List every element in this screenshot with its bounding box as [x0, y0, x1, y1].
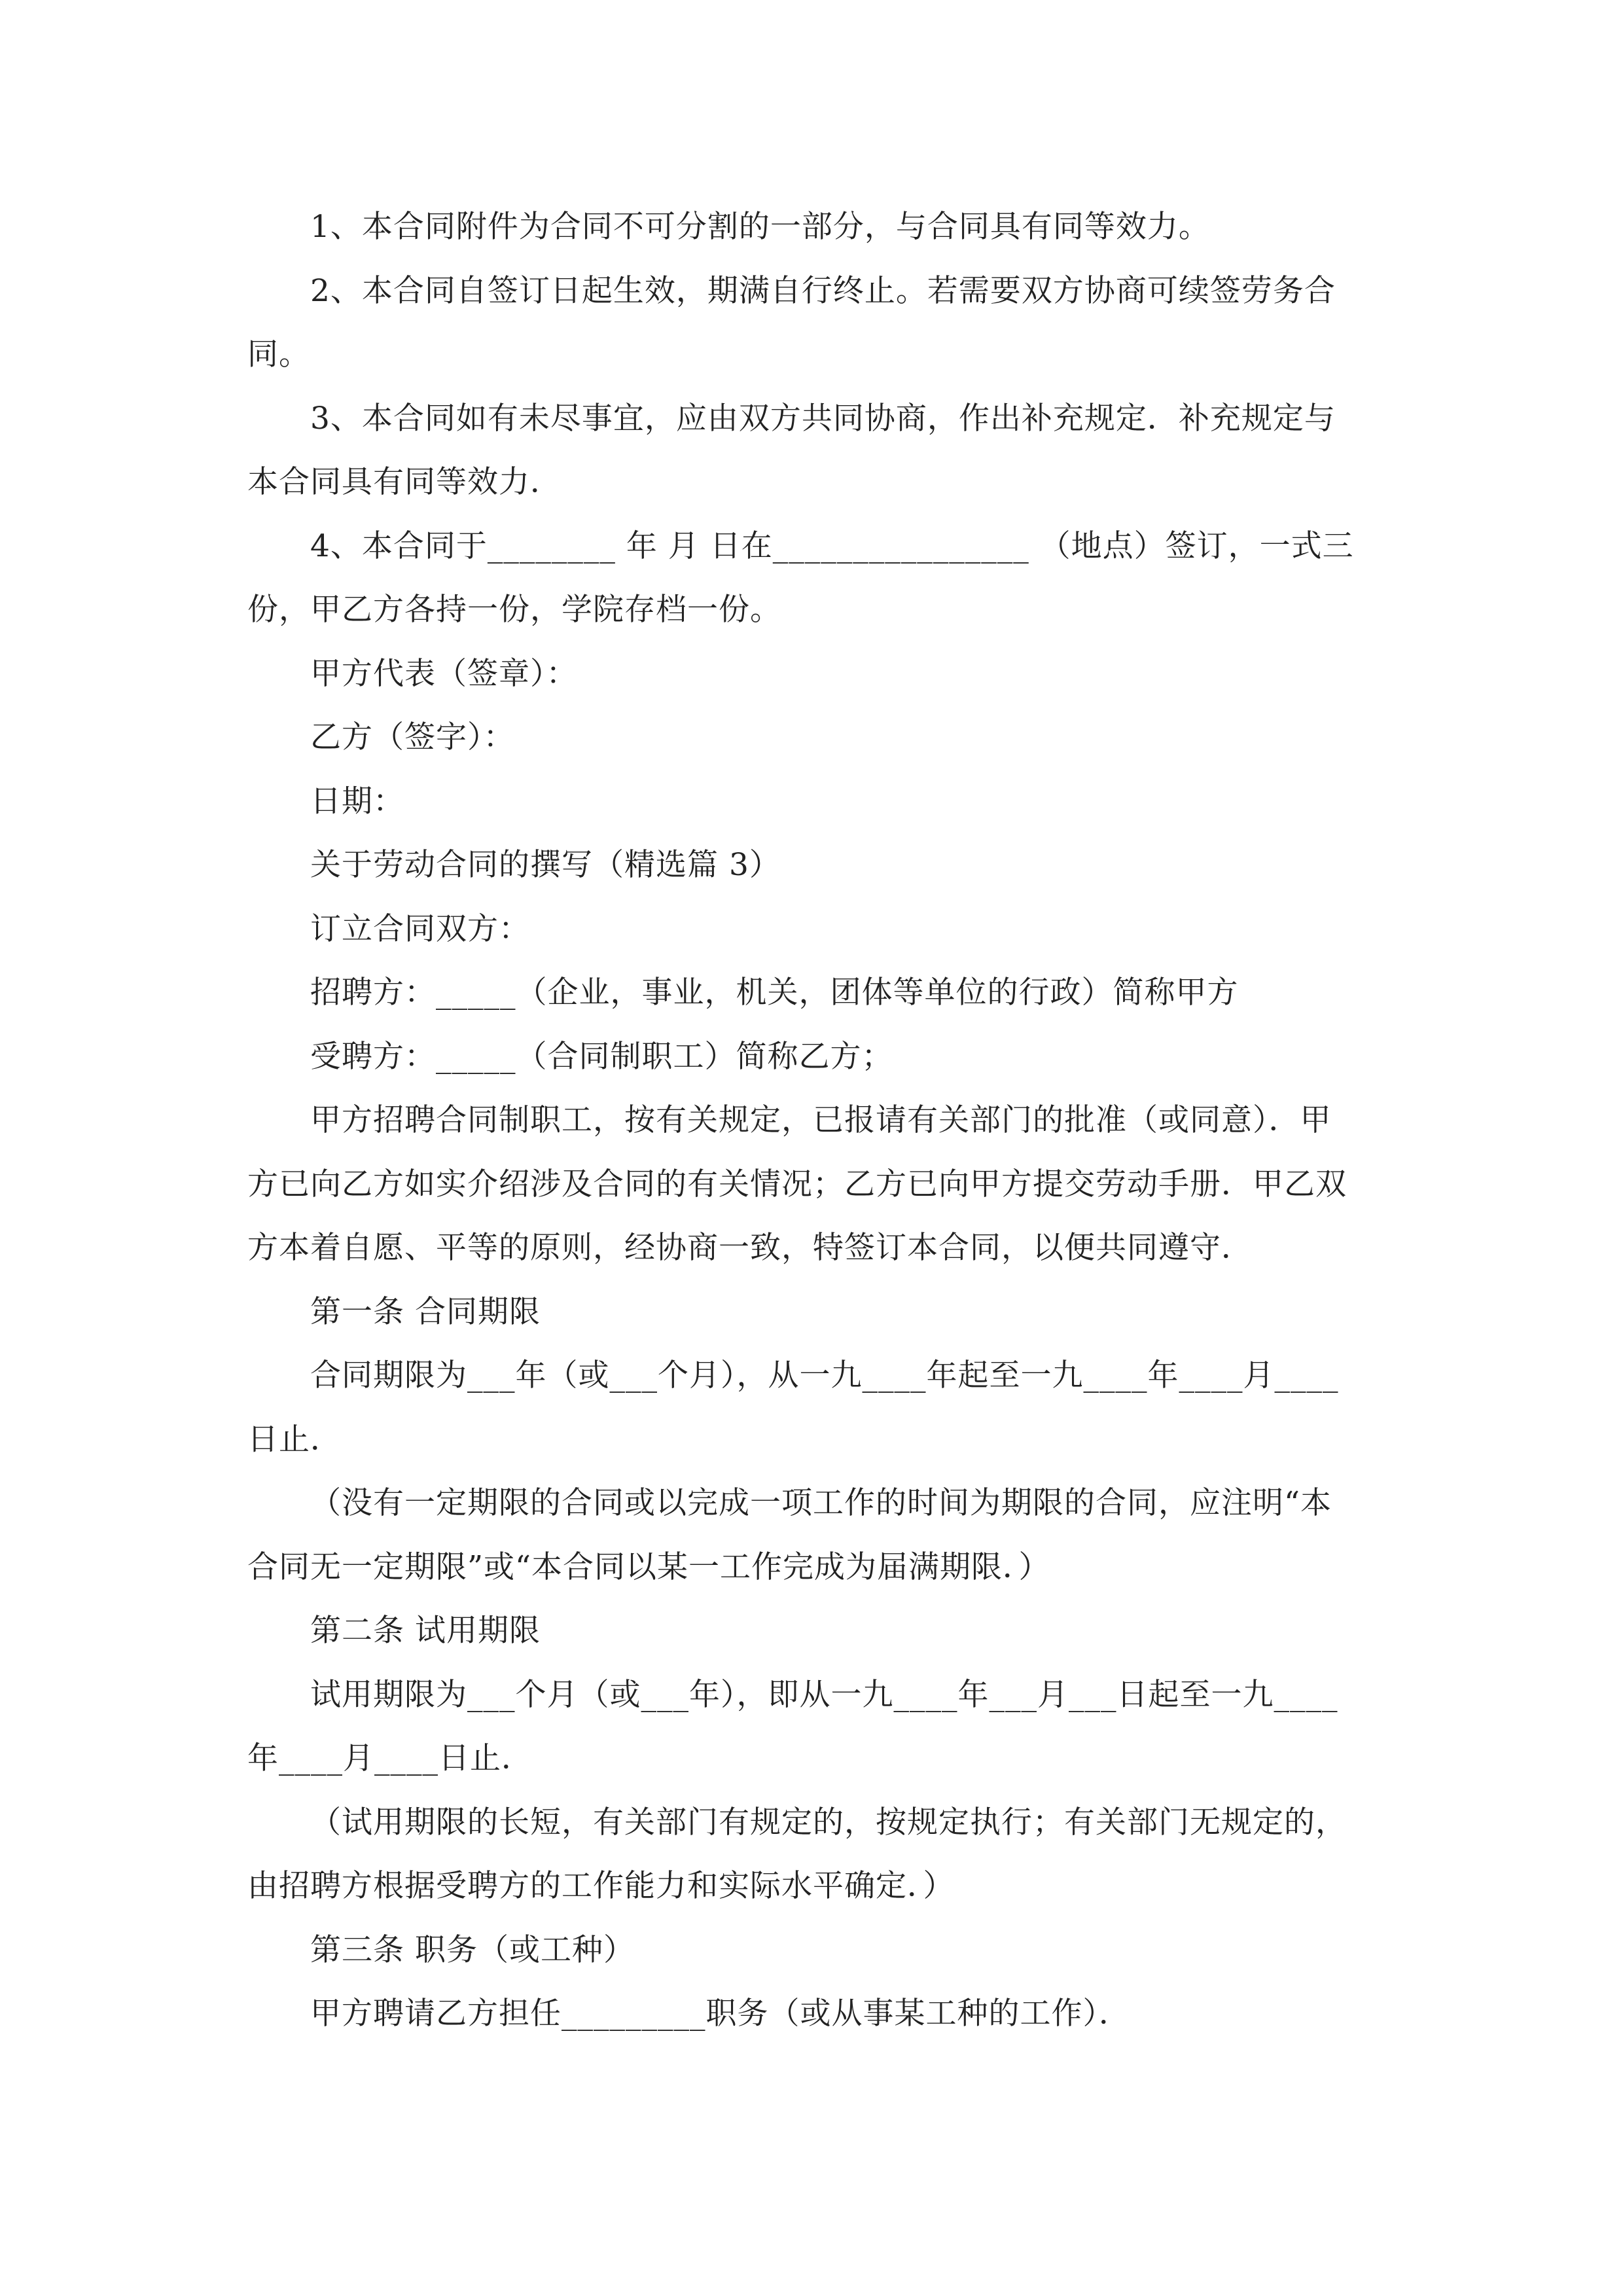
- party-b-signature-line: 乙方（签字）：: [310, 719, 515, 755]
- clause-3-continuation: 本合同具有同等效力．: [247, 464, 562, 500]
- article-1-note: （没有一定期限的合同或以完成一项工作的时间为期限的合同，应注明“本: [310, 1485, 1332, 1521]
- date-line: 日期：: [310, 783, 404, 819]
- article-2-note: （试用期限的长短，有关部门有规定的，按规定执行；有关部门无规定的，: [310, 1804, 1347, 1840]
- article-2-note-continuation: 由招聘方根据受聘方的工作能力和实际水平确定．）: [247, 1868, 955, 1904]
- article-2-body: 试用期限为___个月（或___年），即从一九____年___月___日起至一九____: [310, 1676, 1338, 1713]
- section-heading: 关于劳动合同的撰写（精选篇 3）: [310, 847, 781, 883]
- clause-3-line: 3、本合同如有未尽事宜，应由双方共同协商，作出补充规定．补充规定与: [310, 400, 1336, 437]
- clause-4-line: 4、本合同于________ 年 月 日在________________ （地点）签订，一式三: [310, 528, 1354, 564]
- article-2-heading: 第二条 试用期限: [310, 1613, 541, 1649]
- article-1-note-continuation: 合同无一定期限”或“本合同以某一工作完成为届满期限．）: [247, 1549, 1050, 1585]
- article-3-body: 甲方聘请乙方担任_________职务（或从事某工种的工作）．: [310, 1996, 1130, 2032]
- article-1-heading: 第一条 合同期限: [310, 1293, 541, 1330]
- document-body: [247, 195, 1377, 2046]
- preamble-continuation: 方本着自愿、平等的原则，经协商一致，特签订本合同，以便共同遵守．: [247, 1230, 1253, 1266]
- article-2-continuation: 年____月____日止．: [247, 1740, 533, 1776]
- article-1-body: 合同期限为___年（或___个月），从一九____年起至一九____年____月____: [310, 1357, 1339, 1393]
- employer-line: 招聘方：_____（企业，事业，机关，团体等单位的行政）简称甲方: [310, 975, 1239, 1011]
- clause-1-line: 1、本合同附件为合同不可分割的一部分，与合同具有同等效力。: [310, 209, 1210, 245]
- preamble-continuation: 方已向乙方如实介绍涉及合同的有关情况；乙方已向甲方提交劳动手册．甲乙双: [247, 1166, 1347, 1202]
- clause-2-line: 2、本合同自签订日起生效，期满自行终止。若需要双方协商可续签劳务合: [310, 272, 1336, 309]
- preamble-line: 甲方招聘合同制职工，按有关规定，已报请有关部门的批准（或同意）．甲: [310, 1102, 1332, 1138]
- article-3-heading: 第三条 职务（或工种）: [310, 1931, 635, 1968]
- clause-4-continuation: 份，甲乙方各持一份，学院存档一份。: [247, 592, 781, 628]
- article-1-continuation: 日止．: [247, 1421, 342, 1458]
- parties-label: 订立合同双方：: [310, 910, 530, 947]
- clause-2-continuation: 同。: [247, 336, 310, 372]
- party-a-signature-line: 甲方代表（签章）：: [310, 655, 578, 692]
- employee-line: 受聘方：_____（合同制职工）简称乙方；: [310, 1038, 893, 1075]
